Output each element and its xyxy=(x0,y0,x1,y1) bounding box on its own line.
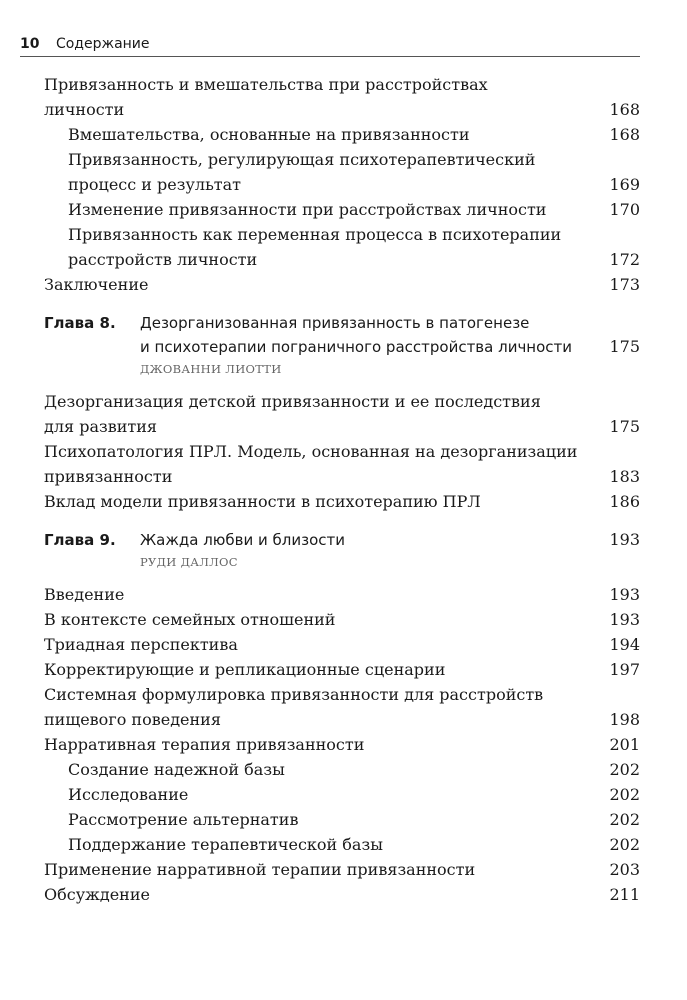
toc-entry-page: 198 xyxy=(609,710,640,729)
toc-entry-page: 211 xyxy=(609,885,640,904)
toc-entry-text: Вмешательства, основанные на привязанности xyxy=(68,125,470,144)
toc-entry-text: В контексте семейных отношений xyxy=(44,610,336,629)
toc-entry-text: Привязанность и вмешательства при расстройствах xyxy=(44,75,488,94)
toc-entry-page: 172 xyxy=(609,250,640,269)
toc-entry-text: Привязанность, регулирующая психотерапевтический xyxy=(68,150,536,169)
table-of-contents xyxy=(44,72,640,907)
toc-entry-text: Изменение привязанности при расстройствах личности xyxy=(68,200,547,219)
chapter-9-title-line: Жажда любви и близости xyxy=(140,531,346,549)
toc-entry-text: Дезорганизация детской привязанности и ее последствия xyxy=(44,392,541,411)
toc-entry-page: 186 xyxy=(609,492,640,511)
chapter-9-page: 193 xyxy=(609,530,640,549)
toc-entry-page: 168 xyxy=(609,125,640,144)
chapter-8-title-line: Дезорганизованная привязанность в патогенезе xyxy=(140,314,530,332)
toc-entry-text: Триадная перспектива xyxy=(44,635,238,654)
toc-entry-text: Нарративная терапия привязанности xyxy=(44,735,365,754)
toc-entry-page: 203 xyxy=(609,860,640,879)
toc-entry xyxy=(44,122,640,147)
toc-entry-text: привязанности xyxy=(44,467,173,486)
toc-entry-page: 193 xyxy=(609,610,640,629)
toc-entry-page: 193 xyxy=(609,585,640,604)
toc-section-1 xyxy=(44,72,640,297)
toc-section-3 xyxy=(44,582,640,907)
chapter-9-heading xyxy=(44,528,640,572)
toc-entry-page: 202 xyxy=(609,835,640,854)
toc-entry xyxy=(44,582,640,607)
chapter-8-title-line: и психотерапии пограничного расстройства личности xyxy=(140,338,573,356)
toc-entry-text: Исследование xyxy=(68,785,189,804)
toc-entry-text: процесс и результат xyxy=(68,175,242,194)
toc-entry-page: 170 xyxy=(609,200,640,219)
chapter-8-heading xyxy=(44,311,640,379)
toc-entry-page: 202 xyxy=(609,810,640,829)
toc-entry-text: Привязанность как переменная процесса в психотерапии xyxy=(68,225,562,244)
toc-entry xyxy=(44,732,640,757)
toc-entry-page: 194 xyxy=(609,635,640,654)
chapter-9-label: Глава 9. xyxy=(44,531,116,549)
toc-entry xyxy=(44,857,640,882)
toc-entry xyxy=(44,222,640,272)
toc-entry-text: Обсуждение xyxy=(44,885,150,904)
toc-entry xyxy=(44,657,640,682)
header-title: Содержание xyxy=(55,36,150,52)
toc-entry-page: 183 xyxy=(609,467,640,486)
toc-entry-page: 202 xyxy=(609,760,640,779)
toc-entry-text: Применение нарративной терапии привязанности xyxy=(44,860,476,879)
toc-entry-text: пищевого поведения xyxy=(44,710,221,729)
chapter-8-page: 175 xyxy=(609,337,640,356)
toc-entry-text: Заключение xyxy=(44,275,149,294)
header-page-number: 10 xyxy=(20,36,40,52)
toc-entry-text: Корректирующие и репликационные сценарии xyxy=(44,660,446,679)
toc-entry xyxy=(44,147,640,197)
toc-entry-text: Введение xyxy=(44,585,125,604)
toc-entry xyxy=(44,632,640,657)
toc-entry xyxy=(44,882,640,907)
toc-section-2 xyxy=(44,389,640,514)
toc-entry-text: Психопатология ПРЛ. Модель, основанная на дезорганизации xyxy=(44,442,578,461)
chapter-8-author: ДЖОВАННИ ЛИОТТИ xyxy=(140,362,282,376)
toc-entry-page: 202 xyxy=(609,785,640,804)
chapter-8-title xyxy=(140,311,596,359)
toc-entry xyxy=(44,807,640,832)
toc-entry xyxy=(44,272,640,297)
toc-entry-page: 169 xyxy=(609,175,640,194)
toc-entry xyxy=(44,439,640,489)
toc-entry xyxy=(44,489,640,514)
toc-entry xyxy=(44,389,640,439)
toc-entry-page: 197 xyxy=(609,660,640,679)
toc-entry-page: 201 xyxy=(609,735,640,754)
toc-entry xyxy=(44,72,640,122)
toc-entry-text: Рассмотрение альтернатив xyxy=(68,810,299,829)
toc-entry-text: Системная формулировка привязанности для расстройств xyxy=(44,685,544,704)
toc-entry-text: Создание надежной базы xyxy=(68,760,285,779)
toc-entry xyxy=(44,197,640,222)
chapter-9-author: РУДИ ДАЛЛОС xyxy=(140,555,238,569)
toc-entry xyxy=(44,832,640,857)
running-header xyxy=(20,34,640,57)
toc-entry-text: для развития xyxy=(44,417,157,436)
chapter-9-title xyxy=(140,528,596,552)
toc-entry-page: 175 xyxy=(609,417,640,436)
toc-entry xyxy=(44,757,640,782)
chapter-8-label: Глава 8. xyxy=(44,314,116,332)
toc-entry-text: Поддержание терапевтической базы xyxy=(68,835,383,854)
toc-entry-text: Вклад модели привязанности в психотерапию ПРЛ xyxy=(44,492,481,511)
toc-entry xyxy=(44,607,640,632)
toc-entry-text: личности xyxy=(44,100,125,119)
toc-entry-page: 173 xyxy=(609,275,640,294)
toc-entry-page: 168 xyxy=(609,100,640,119)
toc-entry-text: расстройств личности xyxy=(68,250,258,269)
toc-entry xyxy=(44,782,640,807)
toc-entry xyxy=(44,682,640,732)
